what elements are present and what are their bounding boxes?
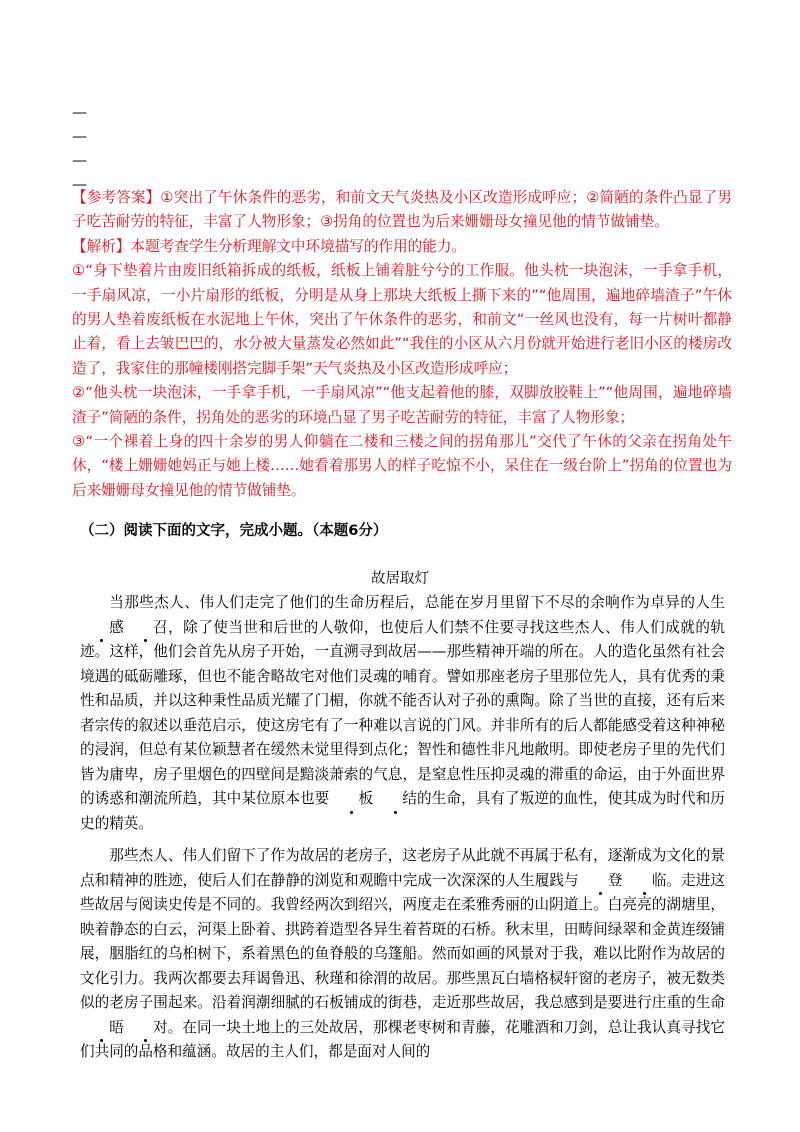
emphasized-char: 板 bbox=[329, 787, 373, 812]
blank-line: — bbox=[72, 151, 87, 169]
text-run: 。在同一块土地上的三处故居，那棵老枣树和青藤，花雕酒和刀剑，总让我认真寻找它们共同的品格和蕴涵。故居的主人们，都是面对人间的 bbox=[80, 1018, 725, 1060]
blank-answer-lines bbox=[72, 100, 87, 196]
emphasized-char: 感 bbox=[80, 616, 124, 641]
analysis-heading: 【解析】本题考查学生分析理解文中环境描写的作用的能力。 bbox=[72, 237, 467, 255]
essay-paragraph-1 bbox=[80, 591, 725, 836]
blank-line: — bbox=[72, 175, 87, 193]
analysis-point-3: ③“一个裸着上身的四十余岁的男人仰躺在二楼和三楼之间的拐角那儿”交代了午休的父亲在拐角处午休，“楼上姗姗她妈正与她上楼……她看着那男人的样子吃惊不小，呆住在一级台阶上”拐角的位置也为后来姗姗母女撞见他的情节做铺垫。 bbox=[72, 433, 732, 499]
analysis-point-2: ②“他头枕一块泡沫，一手拿手机，一手扇风凉”“他支起着他的膝，双脚放胶鞋上”“他周围，遍地碎墙渣子”简陋的条件，拐角处的恶劣的环境凸显了男子吃苦耐劳的特征，丰富了人物形象； bbox=[72, 384, 732, 426]
text-run: 那些杰人、伟人们留下了作为故居的老房子，这老房子从此就不再属于私有，逐渐成为文化的景点和精神的胜迹，使后人们在静静的浏览和观瞻中完成一次深深的人生履践与 bbox=[80, 847, 725, 889]
text-run: ，除了使当世和后世的人敬仰，也使后人们禁不住要寻找这些杰人、伟人们成就的轨迹。这样，他们会首先从房子开始，一直溯寻到故居——那些精神开端的所在。人的造化虽然有社会境遇的砥砺雕琢，但也不能舍略故宅对他们灵魂的哺育。譬如那座老房子里那位先人，具有优秀的秉性和品质，并以这种秉性品质光耀了门楣，你就不能否认对子孙的熏陶。除了当世的直接，还有后来者宗传的叙述以垂范启示，使这房宅有了一种难以言说的门风。并非所有的后人都能感受着这种神秘的浸润，但总有某位颖慧者在缓然未觉里得到点化；智性和德性非凡地敞明。即使老房子里的先代们皆为庸卑，房子里烟色的四壁间是黯淡萧索的气息，是窒息性压抑灵魂的滞重的命运，由于外面世界的诱惑和潮流所趋，其中某位原本也要 bbox=[80, 618, 725, 807]
emphasized-char: 结 bbox=[373, 787, 417, 812]
analysis-point-1: ①“身下垫着片由废旧纸箱拆成的纸板，纸板上铺着脏兮兮的工作服。他头枕一块泡沫，一手拿手机，一手扇风凉，一小片扇形的纸板，分明是从身上那块大纸板上撕下来的”“他周围，遍地碎墙渣子”午休的男人垫着废纸板在水泥地上午休，突出了午休条件的恶劣，和前文“一丝风也没有，每一片树叶都静止着，看上去皱巴巴的，水分被大量蒸发必然如此”“我住的小区从六月份就开始进行老旧小区的楼房改造了，我家住的那幢楼刚搭完脚手架”天气炎热及小区改造形成呼应； bbox=[72, 262, 732, 377]
answer-block bbox=[72, 186, 732, 503]
blank-line: — bbox=[72, 103, 87, 121]
essay-body bbox=[80, 591, 725, 1065]
emphasized-char: 临 bbox=[623, 869, 667, 894]
emphasized-char: 对 bbox=[124, 1016, 168, 1041]
essay-paragraph-2 bbox=[80, 844, 725, 1065]
emphasized-char: 登 bbox=[579, 869, 623, 894]
emphasized-char: 召 bbox=[124, 616, 168, 641]
emphasized-char: 晤 bbox=[80, 1016, 124, 1041]
text-run: 当那些杰人、伟人们走完了他们的生命历程后，总能在岁月里留下不尽的余响作为卓异的人生 bbox=[109, 594, 725, 611]
section-title: （二）阅读下面的文字，完成小题。（本题6分） bbox=[80, 523, 388, 539]
essay-title: 故居取灯 bbox=[371, 571, 429, 587]
text-run: 。走进这些故居与阅读史传是不同的。我曾经两次到绍兴，两度走在柔雅秀丽的山阴道上。白亮亮的湖塘里，映着静态的白云，河渠上卧着、拱跨着造型各异生着苔斑的石桥。秋末里，田畴间绿翠和金黄连缀铺展，胭脂红的乌桕树下，系着黑色的鱼脊般的乌篷船。然而如画的风景对于我，难以比附作为故居的文化引力。我两次都要去拜谒鲁迅、秋瑾和徐渭的故居。那些黑瓦白墙格棂轩窗的老房子，被无数类似的老房子围起来。沿着润潮细腻的石板铺成的街巷，走近那些故居，我总感到是要进行庄重的生命 bbox=[80, 871, 725, 1011]
text-run: 的生命，具有了叛逆的血性，使其成为时代和历史的精英。 bbox=[80, 790, 725, 832]
blank-line: — bbox=[72, 127, 87, 145]
reference-answer: 【参考答案】①突出了午休条件的恶劣，和前文天气炎热及小区改造形成呼应；②简陋的条件凸显了男子吃苦耐劳的特征，丰富了人物形象；③拐角的位置也为后来姗姗母女撞见他的情节做铺垫。 bbox=[72, 189, 732, 231]
